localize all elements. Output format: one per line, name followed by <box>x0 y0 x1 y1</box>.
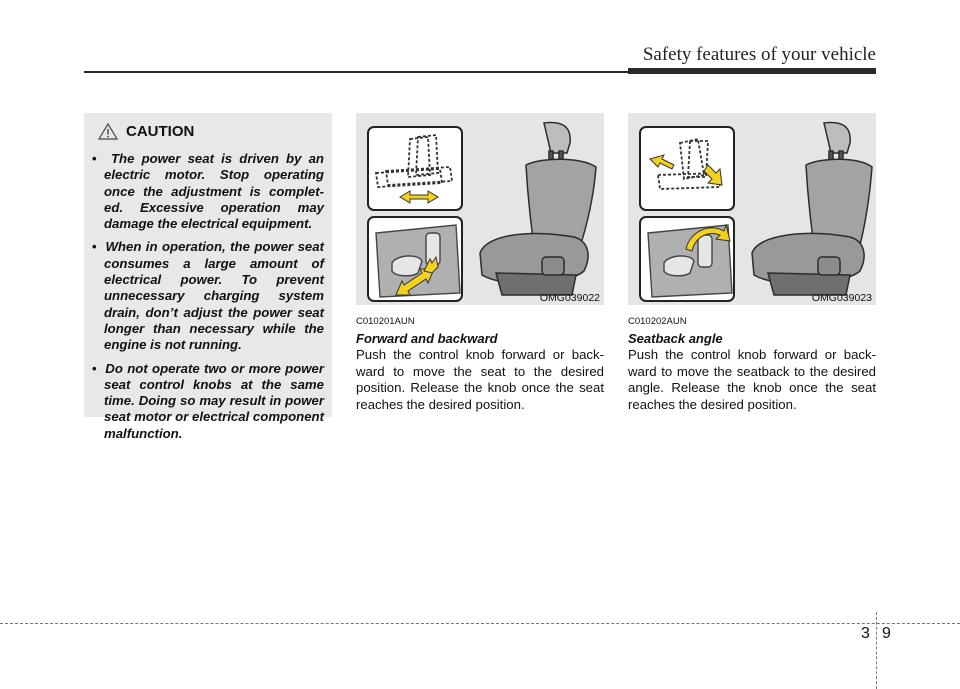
chapter-number: 3 <box>861 625 870 642</box>
footer-vertical-rule <box>876 612 877 689</box>
section-code: C010202AUN <box>628 316 687 327</box>
seat-illustration <box>356 113 604 305</box>
figure-code: OMG039022 <box>539 292 600 304</box>
caution-item: • Do not operate two or more power seat control knobs at the same time. Doing so may result in power seat motor or electrical component malfunction. <box>92 361 324 442</box>
footer-dashed-rule <box>0 623 960 624</box>
section-body: Push the control knob forward or back- ward to move the seatback to the desired angle. Release the knob once the seat reaches the desired position. <box>628 347 876 412</box>
section-body: Push the control knob forward or back- ward to move the seat to the desired position. Release the knob once the seat reaches the desired position. <box>356 347 604 412</box>
caution-heading: CAUTION <box>126 123 195 140</box>
caution-item: • When in operation, the power seat consumes a large amount of electrical power. To prevent unnecessary charging system drain, don’t adjust the power seat longer than necessary while the engine is not running. <box>92 239 324 353</box>
page-number: 9 <box>882 625 891 642</box>
running-header-title: Safety features of your vehicle <box>642 44 876 65</box>
section-subtitle: Forward and backward <box>356 331 498 346</box>
caution-box <box>84 113 332 441</box>
seat-illustration <box>628 113 876 305</box>
section-subtitle: Seatback angle <box>628 331 723 346</box>
figure-seat-forward-backward <box>356 113 604 305</box>
section-forward-backward <box>356 316 604 413</box>
section-code: C010201AUN <box>356 316 415 327</box>
power-seat-image <box>752 123 872 295</box>
caution-list <box>92 151 324 449</box>
seat-control-knob-image <box>376 225 460 297</box>
warning-triangle-icon <box>98 123 118 140</box>
header-rule-accent <box>628 68 876 74</box>
figure-seatback-angle <box>628 113 876 305</box>
section-seatback-angle <box>628 316 876 413</box>
power-seat-image <box>480 123 596 295</box>
figure-code: OMG039023 <box>811 292 872 304</box>
caution-item: • The power seat is driven by an electric motor. Stop operating once the adjustment is complet- ed. Excessive operation may damage the electrical equipment. <box>92 151 324 232</box>
caution-header <box>98 123 194 140</box>
